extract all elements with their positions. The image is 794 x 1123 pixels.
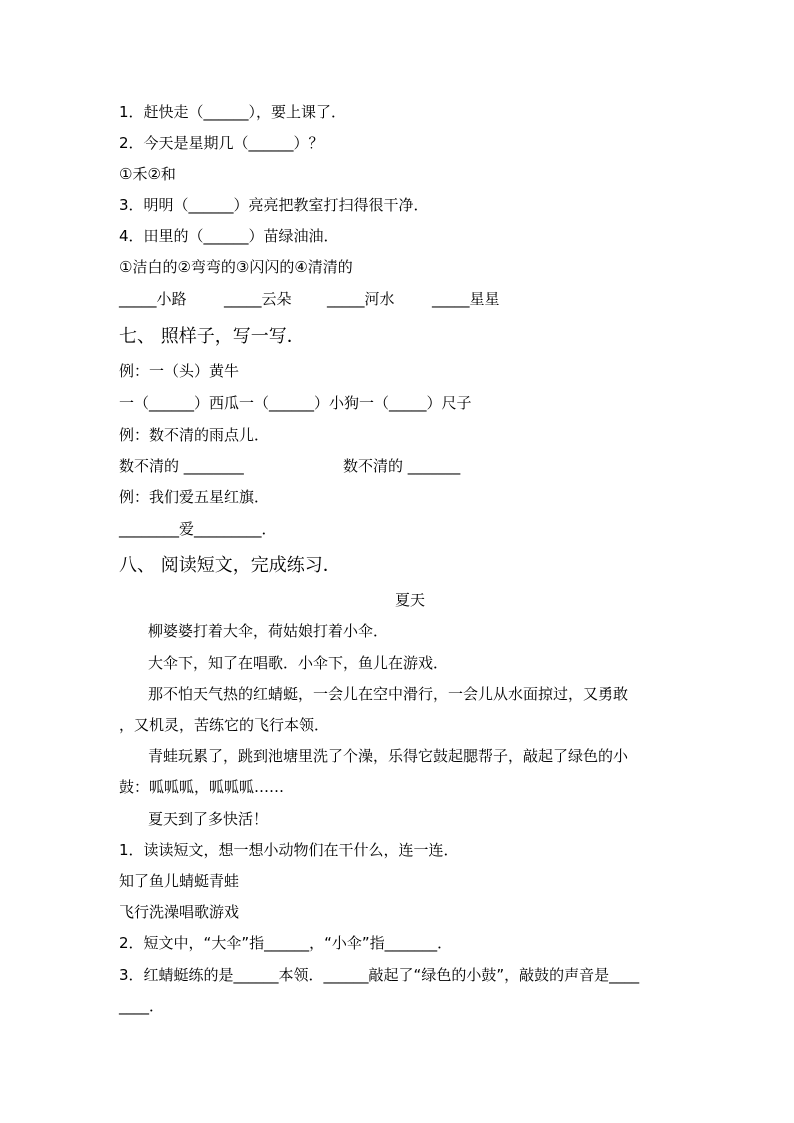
passage-title: 夏天 bbox=[395, 591, 426, 609]
blank-item: _____小路 bbox=[119, 290, 187, 308]
exercise-7-1: 一（______）西瓜一（______）小狗一（_____）尺子 bbox=[119, 394, 472, 412]
example-7-2: 例：数不清的雨点儿． bbox=[119, 426, 270, 444]
question-8-1: 1．读读短文，想一想小动物们在干什么，连一连． bbox=[119, 841, 459, 859]
question-8-3: 3．红蜻蜓练的是______本领．______敲起了“绿色的小鼓”，敲鼓的声音是____ bbox=[119, 966, 640, 984]
passage-paragraph-3: 那不怕天气热的红蜻蜓，一会儿在空中滑行，一会儿从水面掠过，又勇敢 bbox=[148, 685, 629, 703]
section-heading-8: 八、 阅读短文，完成练习． bbox=[119, 555, 341, 576]
passage-paragraph-2: 大伞下，知了在唱歌．小伞下，鱼儿在游戏． bbox=[148, 654, 449, 672]
blank-item: _____星星 bbox=[432, 290, 500, 308]
question-6-4: 4．田里的（______）苗绿油油． bbox=[119, 227, 339, 245]
exercise-7-3: ________爱_________． bbox=[119, 520, 277, 538]
example-7-1: 例：一（头）黄牛 bbox=[119, 362, 240, 380]
exercise-7-2-left: 数不清的 ________ bbox=[119, 457, 244, 475]
passage-paragraph-4-cont: 鼓：呱呱呱，呱呱呱…… bbox=[119, 778, 285, 796]
blank-item: _____河水 bbox=[327, 290, 395, 308]
question-6-3: 3．明明（______）亮亮把教室打扫得很干净． bbox=[119, 196, 429, 214]
exercise-7-2-right: 数不清的 _______ bbox=[343, 457, 461, 475]
passage-paragraph-3-cont: ，又机灵，苦练它的飞行本领． bbox=[119, 716, 330, 734]
match-row-actions: 飞行洗澡唱歌游戏 bbox=[119, 903, 240, 921]
question-6-1: 1．赶快走（______），要上课了． bbox=[119, 103, 347, 121]
question-8-2: 2．短文中，“大伞”指______，“小伞”指_______． bbox=[119, 934, 453, 952]
example-7-3: 例：我们爱五星红旗． bbox=[119, 488, 270, 506]
blank-item: _____云朵 bbox=[224, 290, 292, 308]
options-6-1-2: ①禾②和 bbox=[119, 165, 176, 183]
passage-paragraph-1: 柳婆婆打着大伞，荷姑娘打着小伞． bbox=[148, 622, 389, 640]
passage-paragraph-4: 青蛙玩累了，跳到池塘里洗了个澡，乐得它鼓起腮帮子，敲起了绿色的小 bbox=[148, 747, 629, 765]
options-6-3-4: ①洁白的②弯弯的③闪闪的④清清的 bbox=[119, 258, 353, 276]
passage-paragraph-5: 夏天到了多快活！ bbox=[148, 810, 269, 828]
section-heading-7: 七、 照样子，写一写． bbox=[119, 326, 305, 347]
question-8-3-cont: ____． bbox=[119, 997, 165, 1015]
match-row-animals: 知了鱼儿蜻蜓青蛙 bbox=[119, 872, 240, 890]
question-6-2: 2．今天是星期几（______）？ bbox=[119, 134, 324, 152]
